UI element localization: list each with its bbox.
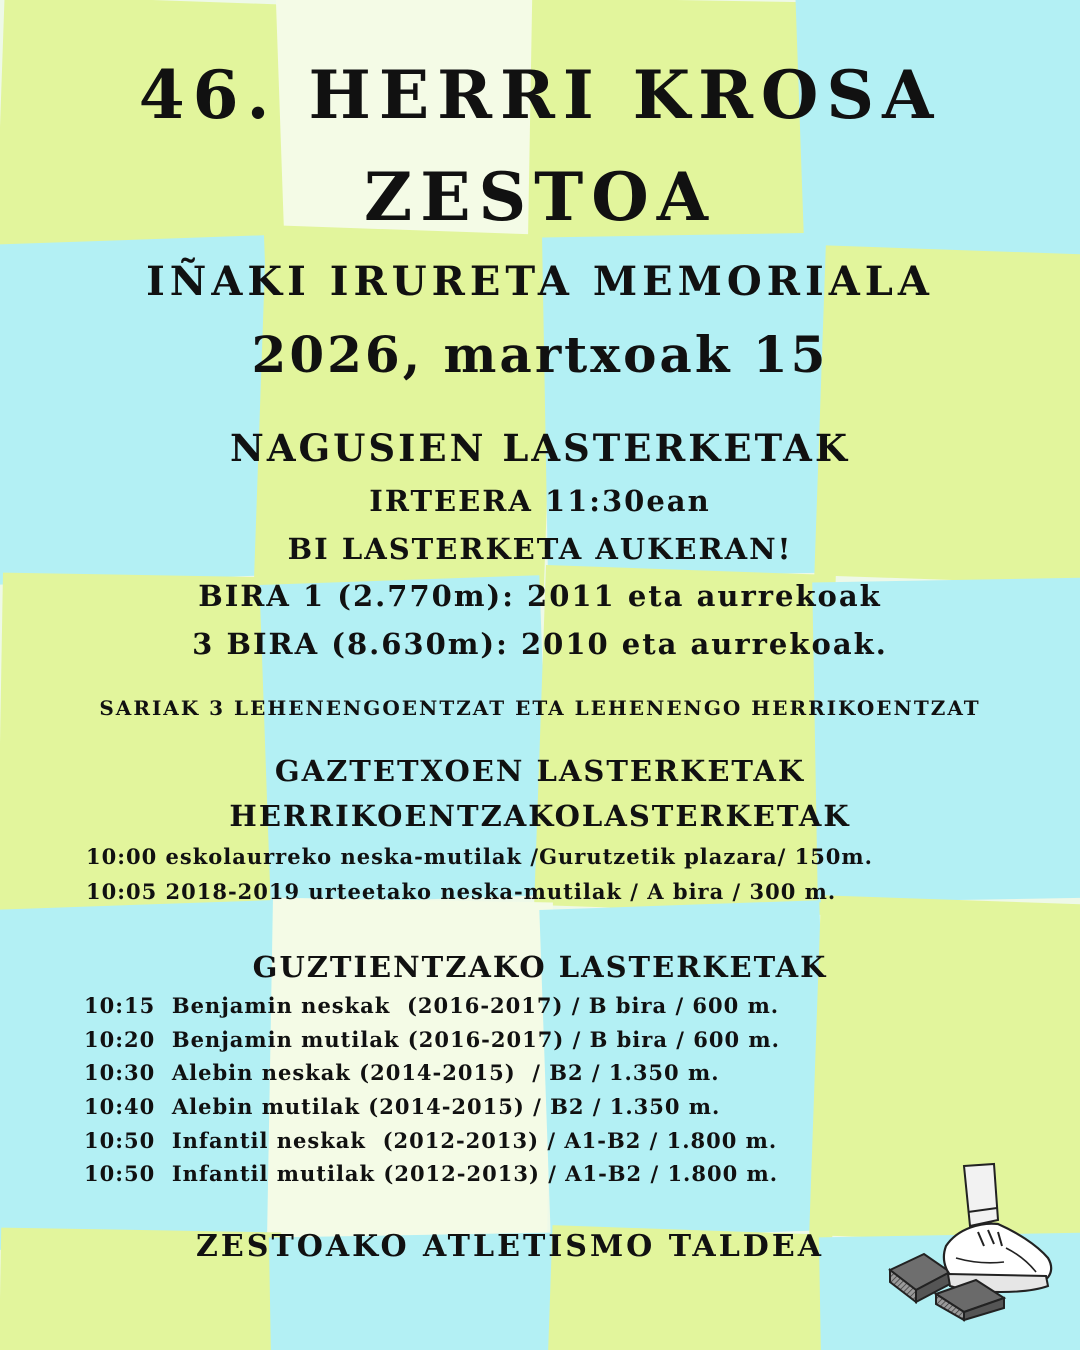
all-schedule-row: 10:50 Infantil mutilak (2012-2013) / A1-B2 / 1.800 m. (84, 1161, 779, 1186)
adults-heading: NAGUSIEN LASTERKETAK (230, 426, 850, 470)
kids-schedule-row: 10:00 eskolaurreko neska-mutilak /Gurutzetik plazara/ 150m. (86, 844, 873, 869)
kids-subheading: HERRIKOENTZAKOLASTERKETAK (229, 799, 851, 833)
all-schedule-row: 10:15 Benjamin neskak (2016-2017) / B bira / 600 m. (84, 993, 780, 1018)
adults-race-1: BIRA 1 (2.770m): 2011 eta aurrekoak (198, 579, 882, 613)
all-schedule-row: 10:30 Alebin neskak (2014-2015) / B2 / 1.350 m. (84, 1060, 720, 1085)
title-line-2: ZESTOA (364, 158, 716, 236)
kids-schedule-row: 10:05 2018-2019 urteetako neska-mutilak / A bira / 300 m. (86, 879, 837, 904)
kids-heading: GAZTETXOEN LASTERKETAK (274, 754, 806, 788)
club-name: ZESTOAKO ATLETISMO TALDEA (196, 1229, 824, 1264)
prizes-note: SARIAK 3 LEHENENGOENTZAT ETA LEHENENGO HERRIKOENTZAT (99, 696, 981, 720)
memorial-subtitle: IÑAKI IRURETA MEMORIALA (146, 258, 934, 305)
running-shoe-icon (886, 1162, 1058, 1322)
all-schedule-row: 10:50 Infantil neskak (2012-2013) / A1-B2 / 1.800 m. (84, 1128, 778, 1153)
adults-choice: BI LASTERKETA AUKERAN! (287, 532, 793, 566)
all-schedule-row: 10:40 Alebin mutilak (2014-2015) / B2 / 1.350 m. (84, 1094, 721, 1119)
all-schedule-row: 10:20 Benjamin mutilak (2016-2017) / B bira / 600 m. (84, 1027, 780, 1052)
all-heading: GUZTIENTZAKO LASTERKETAK (252, 950, 828, 984)
adults-start-time: IRTEERA 11:30ean (369, 484, 711, 518)
event-date: 2026, martxoak 15 (251, 325, 829, 384)
title-line-1: 46. HERRI KROSA (138, 56, 942, 134)
adults-race-2: 3 BIRA (8.630m): 2010 eta aurrekoak. (192, 627, 888, 661)
